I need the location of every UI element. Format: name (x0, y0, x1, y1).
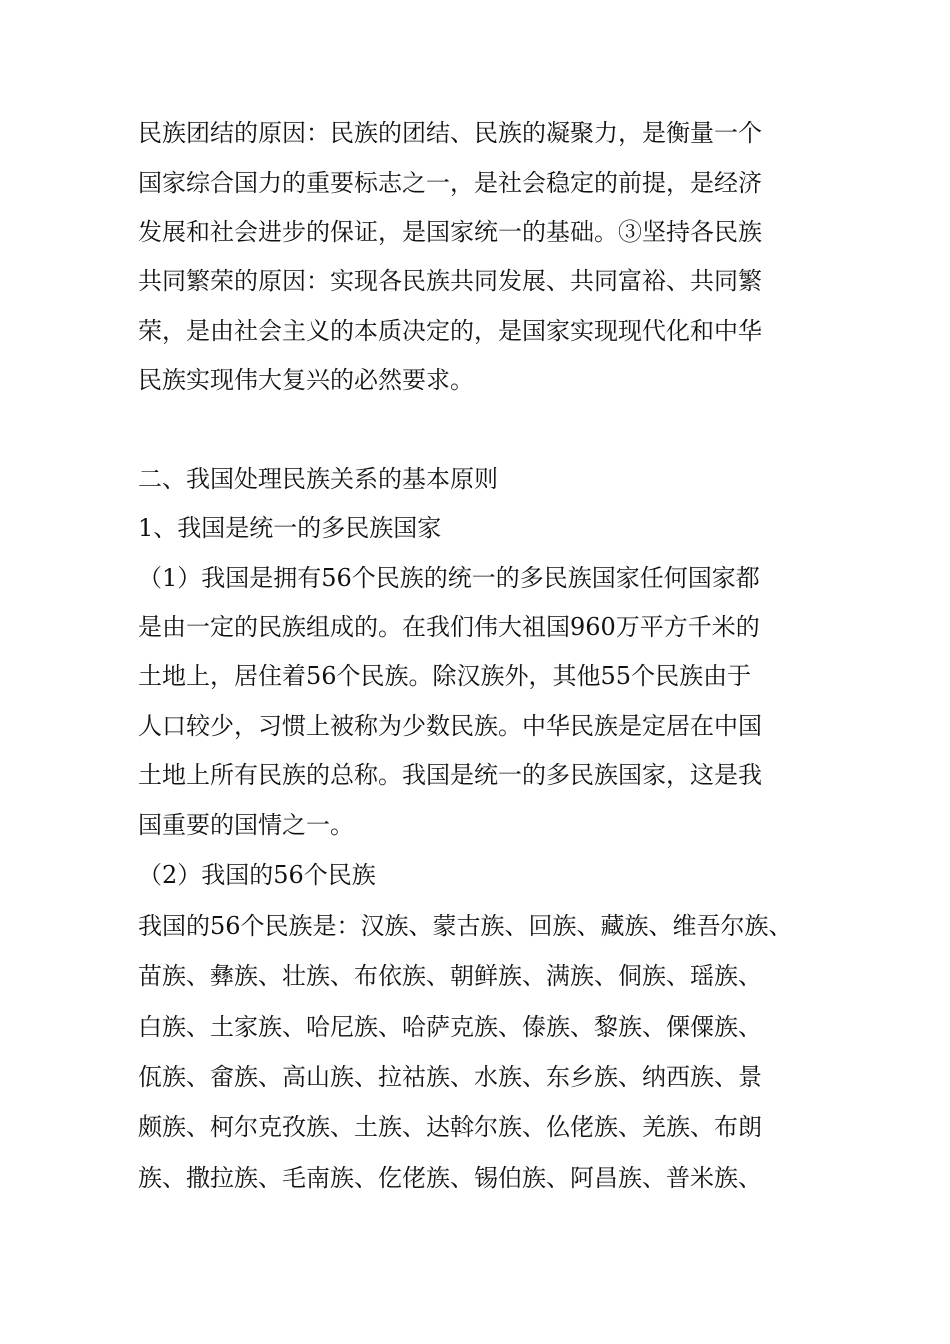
paragraph-line: 颇族、柯尔克孜族、土族、达斡尔族、仫佬族、羌族、布朗 (138, 1113, 762, 1141)
paragraph-line: 佤族、畲族、高山族、拉祜族、水族、东乡族、纳西族、景 (138, 1063, 762, 1091)
paragraph-line: 民族团结的原因：民族的团结、民族的凝聚力，是衡量一个 (138, 119, 762, 147)
paragraph-line: 荣，是由社会主义的本质决定的，是国家实现现代化和中华 (138, 317, 762, 345)
item-heading: （2）我国的56个民族 (138, 861, 376, 889)
paragraph-line: 白族、土家族、哈尼族、哈萨克族、傣族、黎族、傈僳族、 (138, 1013, 762, 1041)
paragraph-line: 族、撒拉族、毛南族、仡佬族、锡伯族、阿昌族、普米族、 (138, 1164, 762, 1192)
section-heading: 二、我国处理民族关系的基本原则 (138, 465, 498, 493)
paragraph-line: 国重要的国情之一。 (138, 811, 354, 839)
paragraph-line: 土地上，居住着56个民族。除汉族外，其他55个民族由于 (138, 662, 752, 690)
paragraph-line: 国家综合国力的重要标志之一，是社会稳定的前提，是经济 (138, 169, 762, 197)
paragraph-line: 人口较少，习惯上被称为少数民族。中华民族是定居在中国 (138, 712, 762, 740)
paragraph-line: 发展和社会进步的保证，是国家统一的基础。③坚持各民族 (138, 218, 762, 246)
paragraph-line: 我国的56个民族是：汉族、蒙古族、回族、藏族、维吾尔族、 (138, 912, 793, 940)
paragraph-line: 民族实现伟大复兴的必然要求。 (138, 366, 474, 394)
paragraph-line: 共同繁荣的原因：实现各民族共同发展、共同富裕、共同繁 (138, 267, 762, 295)
paragraph-line: 是由一定的民族组成的。在我们伟大祖国960万平方千米的 (138, 613, 760, 641)
paragraph-line: 苗族、彝族、壮族、布依族、朝鲜族、满族、侗族、瑶族、 (138, 962, 762, 990)
paragraph-line: （1）我国是拥有56个民族的统一的多民族国家任何国家都 (138, 564, 760, 592)
paragraph-line: 土地上所有民族的总称。我国是统一的多民族国家，这是我 (138, 761, 762, 789)
subsection-heading: 1、我国是统一的多民族国家 (138, 514, 442, 542)
